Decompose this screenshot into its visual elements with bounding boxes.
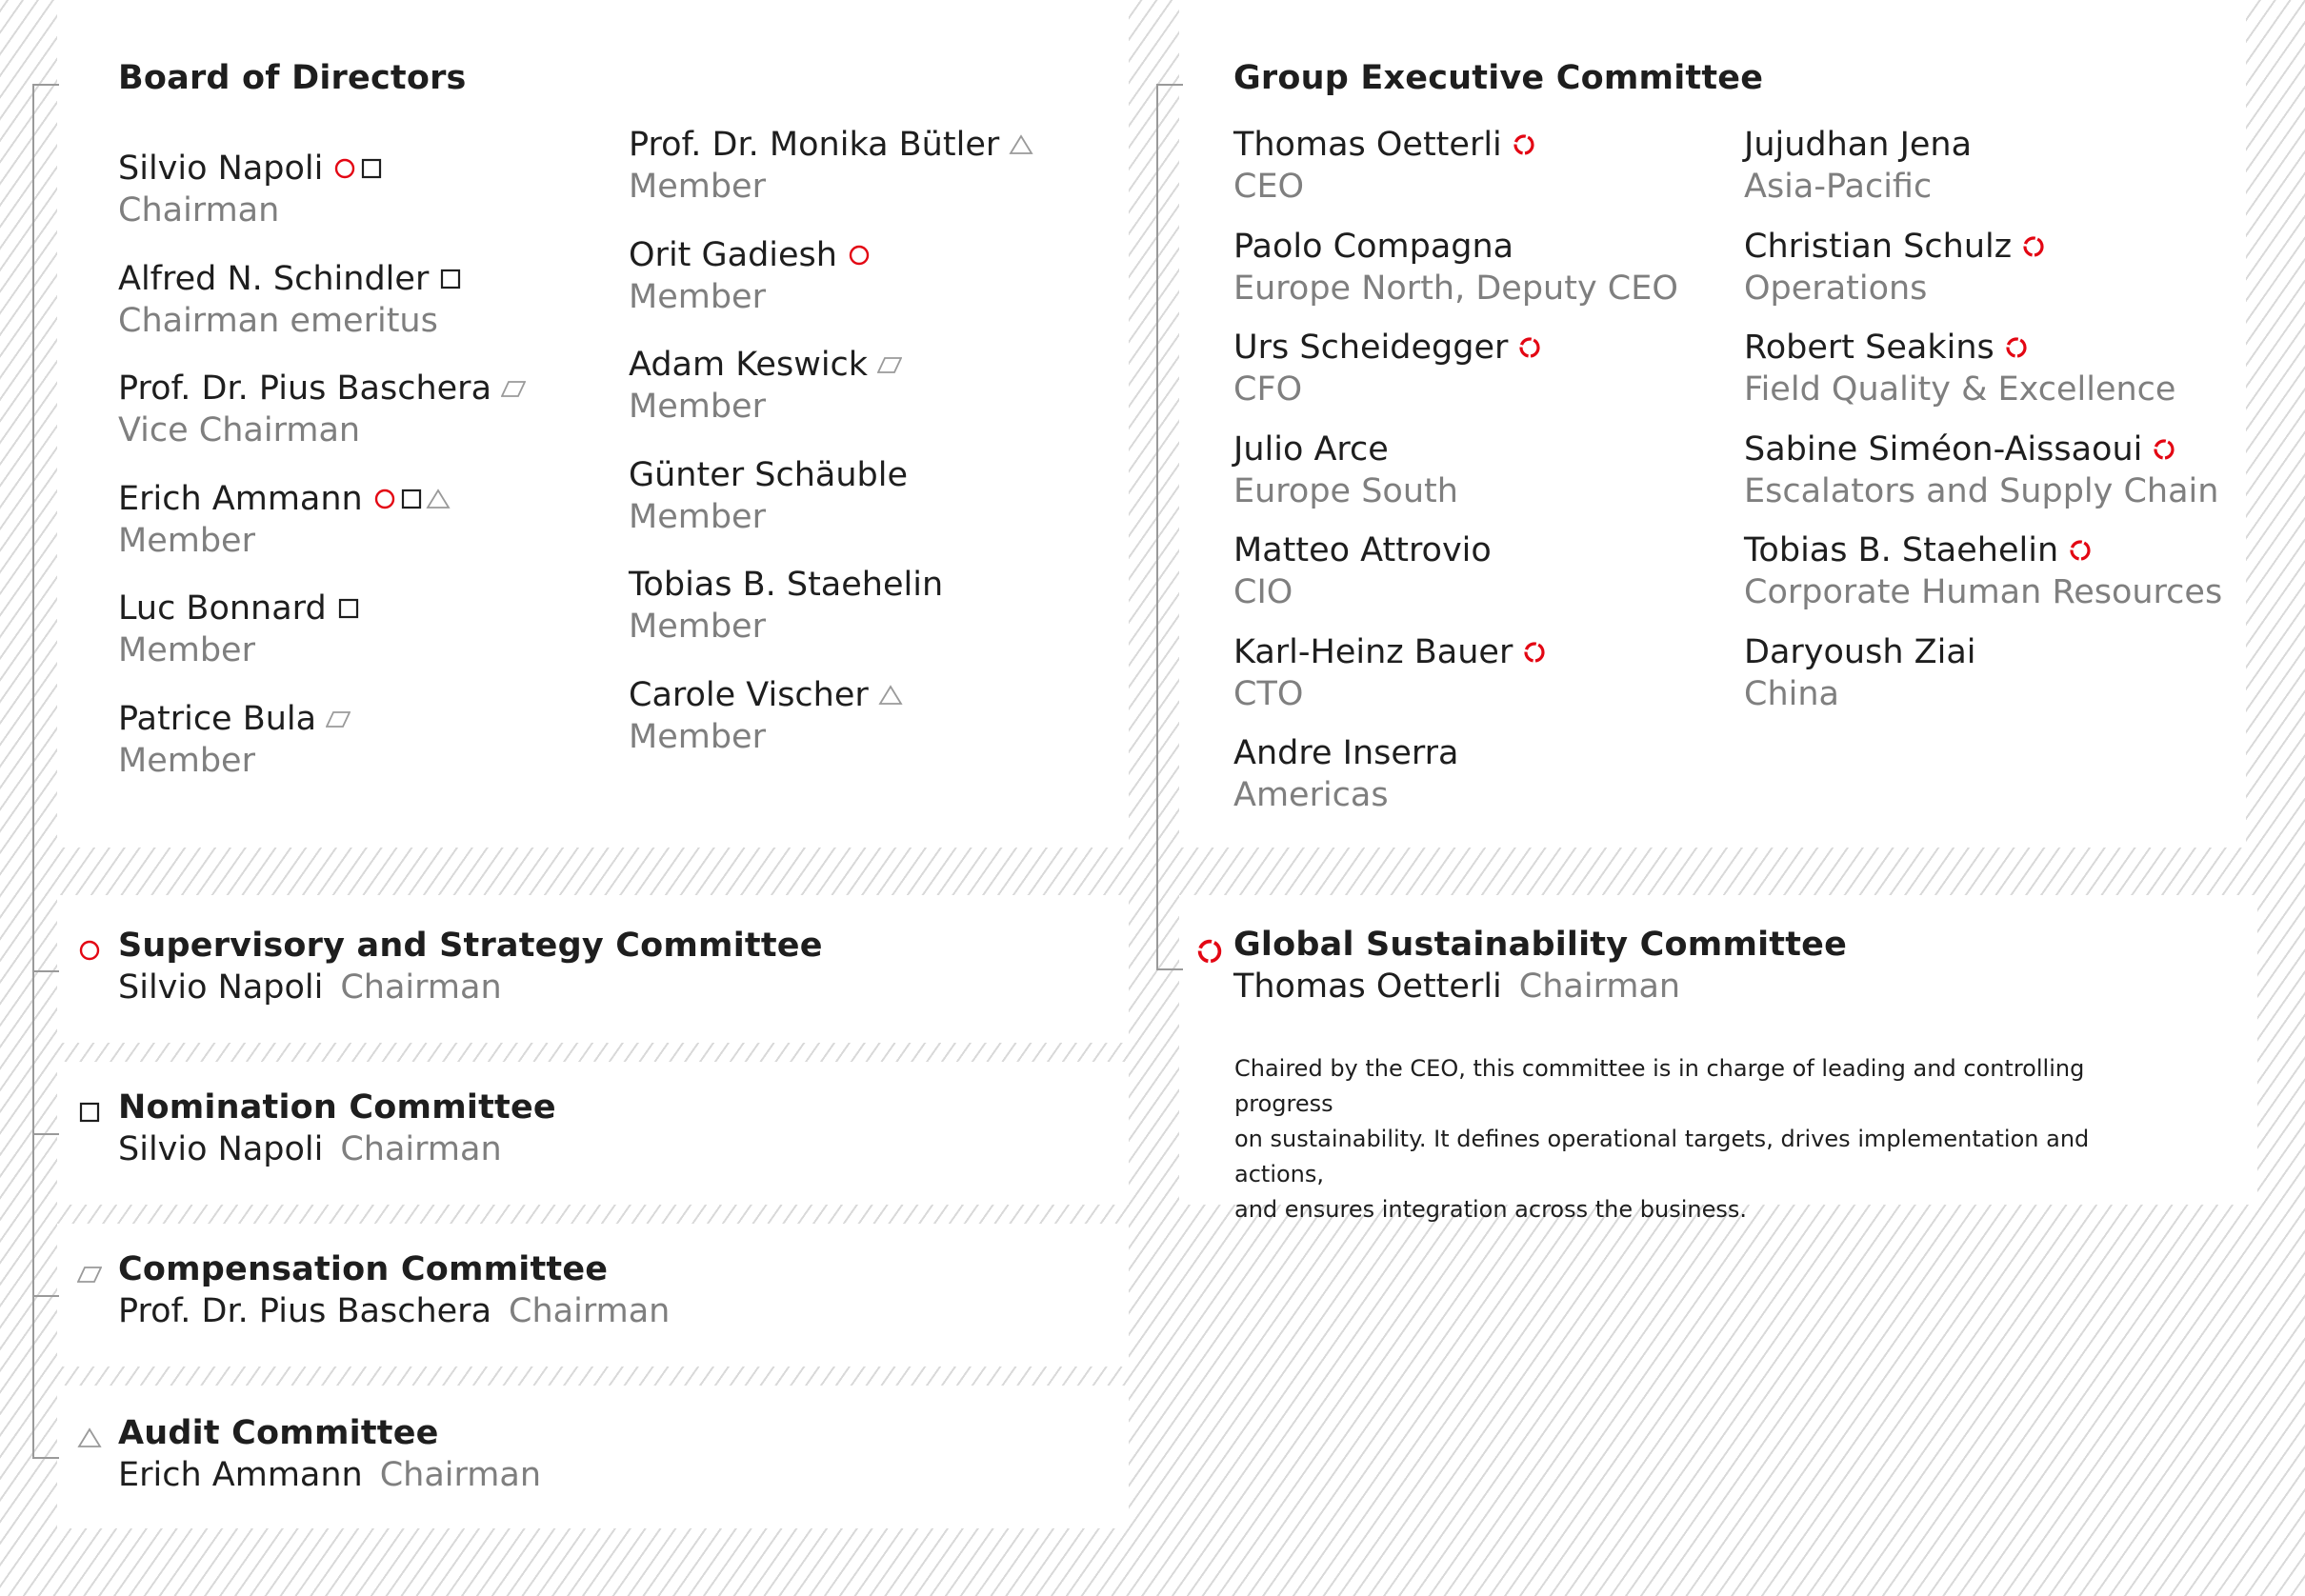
person-entry xyxy=(118,148,384,231)
bracket-tick-nomination xyxy=(32,1133,59,1135)
person-entry xyxy=(118,698,351,782)
symbol-group xyxy=(2015,234,2046,259)
person-role: Operations xyxy=(1744,269,1928,308)
committee-chair-name: Erich Ammann xyxy=(118,1456,363,1494)
board-title: Board of Directors xyxy=(118,59,467,97)
person-name: Erich Ammann xyxy=(118,479,363,518)
committee-chair-name: Silvio Napoli xyxy=(118,968,324,1007)
person-entry xyxy=(629,454,912,538)
person-name-row xyxy=(629,674,903,716)
committee-chair-name: Silvio Napoli xyxy=(118,1130,324,1168)
committee-title: Compensation Committee xyxy=(118,1250,609,1288)
person-entry xyxy=(1233,529,1495,613)
person-role: Chairman emeritus xyxy=(118,301,438,340)
person-role: Europe South xyxy=(1233,471,1458,510)
person-name-row xyxy=(629,344,902,386)
triangle-icon xyxy=(1009,132,1033,157)
person-name-row xyxy=(1744,529,2222,571)
bracket-tick-gec xyxy=(1156,84,1183,86)
symbol-group xyxy=(1998,335,2029,360)
person-entry xyxy=(1744,429,2218,512)
person-name-row xyxy=(1233,529,1495,571)
person-name-row xyxy=(1233,429,1458,470)
person-entry xyxy=(1233,631,1547,715)
person-entry xyxy=(1233,226,1678,309)
person-role: Chairman xyxy=(118,191,280,229)
person-name-row xyxy=(1744,124,1975,166)
bracket-tick-board xyxy=(32,84,59,86)
person-name: Carole Vischer xyxy=(629,675,869,714)
person-name: Matteo Attrovio xyxy=(1233,531,1492,569)
person-entry xyxy=(1233,327,1542,410)
sustainability-symbol xyxy=(1195,937,1224,969)
committee-chair xyxy=(118,1456,541,1494)
person-role: Member xyxy=(118,631,255,669)
symbol-group xyxy=(2146,437,2176,462)
person-name-row xyxy=(1233,732,1463,774)
person-role: Member xyxy=(118,741,255,780)
person-entry xyxy=(1744,631,1980,715)
square-icon xyxy=(438,267,463,291)
symbol-group xyxy=(1003,132,1033,157)
gec-title: Group Executive Committee xyxy=(1233,59,1764,97)
committee-chair xyxy=(118,968,502,1007)
committee-chair-role: Chairman xyxy=(379,1456,542,1494)
person-name-row xyxy=(118,698,351,740)
person-entry xyxy=(629,344,902,428)
circle-icon xyxy=(77,938,102,967)
committee-chair xyxy=(118,1130,502,1168)
person-name: Luc Bonnard xyxy=(118,589,327,628)
symbol-group xyxy=(872,352,902,377)
person-role: Corporate Human Resources xyxy=(1744,573,2223,611)
person-name-row xyxy=(629,234,872,276)
person-name: Urs Scheidegger xyxy=(1233,329,1509,367)
person-entry xyxy=(118,588,361,671)
symbol-group xyxy=(432,267,463,291)
bracket-tick-supervisory xyxy=(32,970,59,972)
square-icon xyxy=(336,596,361,621)
person-role: Vice Chairman xyxy=(118,411,361,449)
person-name: Tobias B. Staehelin xyxy=(1744,531,2059,569)
symbol-group xyxy=(1512,335,1542,360)
person-name-row xyxy=(629,124,1033,166)
dashed-circle-icon xyxy=(2152,437,2176,462)
dashed-circle-icon xyxy=(1522,640,1547,665)
person-name-row xyxy=(1233,327,1542,369)
symbol-group xyxy=(1516,640,1547,665)
person-name: Robert Seakins xyxy=(1744,329,1994,367)
person-role: Member xyxy=(629,717,766,756)
committee-chair-role: Chairman xyxy=(509,1292,671,1330)
person-role: Asia-Pacific xyxy=(1744,168,1933,206)
square-icon xyxy=(359,156,384,181)
person-name: Julio Arce xyxy=(1233,429,1389,469)
dashed-circle-icon xyxy=(1512,132,1536,157)
sustainability-chair-role: Chairman xyxy=(1518,968,1681,1006)
dashed-circle-icon xyxy=(2068,538,2093,563)
bracket-tick-sustainability xyxy=(1156,968,1183,970)
person-name-row xyxy=(118,588,361,629)
person-role: Escalators and Supply Chain xyxy=(1744,471,2219,510)
person-name: Orit Gadiesh xyxy=(629,235,837,274)
board-bracket-line xyxy=(32,84,34,1459)
committee-chair-role: Chairman xyxy=(340,1130,502,1168)
dashed-circle-icon xyxy=(2021,234,2046,259)
description-line: on sustainability. It defines operational targets, drives implementation and actions, xyxy=(1234,1126,2090,1187)
symbol-group xyxy=(327,156,384,181)
symbol-group xyxy=(320,707,351,731)
person-role: China xyxy=(1744,674,1839,713)
person-role: Member xyxy=(629,388,766,426)
bracket-tick-audit xyxy=(32,1457,59,1459)
committee-chair-role: Chairman xyxy=(340,968,502,1007)
person-name: Alfred N. Schindler xyxy=(118,259,430,298)
person-name-row xyxy=(1233,124,1536,166)
dashed-circle-icon xyxy=(2004,335,2029,360)
circle-icon xyxy=(332,156,357,181)
person-name: Paolo Compagna xyxy=(1233,227,1514,266)
symbol-group xyxy=(367,487,451,511)
person-entry xyxy=(1744,529,2222,613)
person-name: Patrice Bula xyxy=(118,699,317,738)
person-name: Christian Schulz xyxy=(1744,227,2013,266)
description-line: and ensures integration across the business. xyxy=(1234,1196,1747,1223)
person-name: Sabine Siméon-Aissaoui xyxy=(1744,429,2143,469)
person-entry xyxy=(118,368,526,451)
person-name-row xyxy=(1744,226,2046,268)
person-entry xyxy=(629,674,903,758)
person-name-row xyxy=(1744,327,2175,369)
person-role: Member xyxy=(629,168,766,206)
person-role: Field Quality & Excellence xyxy=(1744,370,2176,409)
person-entry xyxy=(629,124,1033,208)
person-role: CFO xyxy=(1233,370,1303,409)
person-name-row xyxy=(118,368,526,409)
sustainability-description xyxy=(1234,1051,2111,1227)
person-name-row xyxy=(118,478,451,520)
description-line: Chaired by the CEO, this committee is in charge of leading and controlling progress xyxy=(1234,1055,2085,1117)
person-name: Günter Schäuble xyxy=(629,455,909,494)
person-name-row xyxy=(629,564,947,606)
person-role: CTO xyxy=(1233,674,1304,713)
person-entry xyxy=(118,258,463,342)
person-entry xyxy=(1744,226,2046,309)
person-entry xyxy=(629,234,872,318)
committee-chair xyxy=(118,1292,670,1330)
person-name: Silvio Napoli xyxy=(118,150,324,188)
person-entry xyxy=(1233,429,1458,512)
person-name-row xyxy=(629,454,912,496)
person-name-row xyxy=(118,148,384,190)
committee-title: Audit Committee xyxy=(118,1414,439,1452)
person-name: Thomas Oetterli xyxy=(1233,126,1502,164)
person-role: Europe North, Deputy CEO xyxy=(1233,269,1678,308)
person-role: CIO xyxy=(1233,573,1293,611)
committee-title: Supervisory and Strategy Committee xyxy=(118,927,823,965)
person-name: Prof. Dr. Pius Baschera xyxy=(118,369,492,408)
person-role: Member xyxy=(118,521,255,560)
person-entry xyxy=(1744,124,1975,208)
person-entry xyxy=(118,478,451,562)
symbol-group xyxy=(331,596,361,621)
person-entry xyxy=(1233,124,1536,208)
sustainability-title: Global Sustainability Committee xyxy=(1233,926,1848,964)
symbol-group xyxy=(2062,538,2093,563)
person-role: Member xyxy=(629,277,766,316)
person-name-row xyxy=(1233,226,1678,268)
person-name-row xyxy=(1744,631,1980,673)
person-entry xyxy=(1744,327,2175,410)
person-name: Karl-Heinz Bauer xyxy=(1233,632,1513,671)
sustainability-chair-name: Thomas Oetterli xyxy=(1233,968,1502,1006)
symbol-group xyxy=(495,376,526,401)
triangle-icon xyxy=(426,487,451,511)
symbol-group xyxy=(872,683,903,708)
committee-title: Nomination Committee xyxy=(118,1088,556,1127)
parallelogram-icon xyxy=(501,376,526,401)
dashed-circle-icon xyxy=(1517,335,1542,360)
person-entry xyxy=(629,564,947,648)
person-name: Jujudhan Jena xyxy=(1744,126,1973,164)
person-entry xyxy=(1233,732,1463,816)
person-name: Adam Keswick xyxy=(629,346,869,384)
person-name: Prof. Dr. Monika Bütler xyxy=(629,126,1000,164)
symbol-group xyxy=(841,243,872,268)
person-role: Member xyxy=(629,608,766,646)
triangle-icon xyxy=(77,1426,102,1454)
parallelogram-icon xyxy=(77,1262,102,1290)
circle-icon xyxy=(847,243,872,268)
committee-chair-name: Prof. Dr. Pius Baschera xyxy=(118,1292,492,1330)
person-name-row xyxy=(118,258,463,300)
person-name-row xyxy=(1233,631,1547,673)
triangle-icon xyxy=(878,683,903,708)
person-role: Member xyxy=(629,497,766,536)
person-role: CEO xyxy=(1233,168,1305,206)
sustainability-chair xyxy=(1233,968,1680,1006)
parallelogram-icon xyxy=(877,352,902,377)
person-name: Daryoush Ziai xyxy=(1744,632,1976,671)
square-icon xyxy=(399,487,424,511)
bracket-tick-compensation xyxy=(32,1295,59,1297)
person-role: Americas xyxy=(1233,776,1389,814)
symbol-group xyxy=(1506,132,1536,157)
parallelogram-icon xyxy=(326,707,351,731)
person-name-row xyxy=(1744,429,2218,470)
gec-bracket-line xyxy=(1156,84,1158,969)
person-name: Andre Inserra xyxy=(1233,734,1459,772)
square-icon xyxy=(77,1100,102,1128)
circle-icon xyxy=(372,487,397,511)
person-name: Tobias B. Staehelin xyxy=(629,566,944,604)
